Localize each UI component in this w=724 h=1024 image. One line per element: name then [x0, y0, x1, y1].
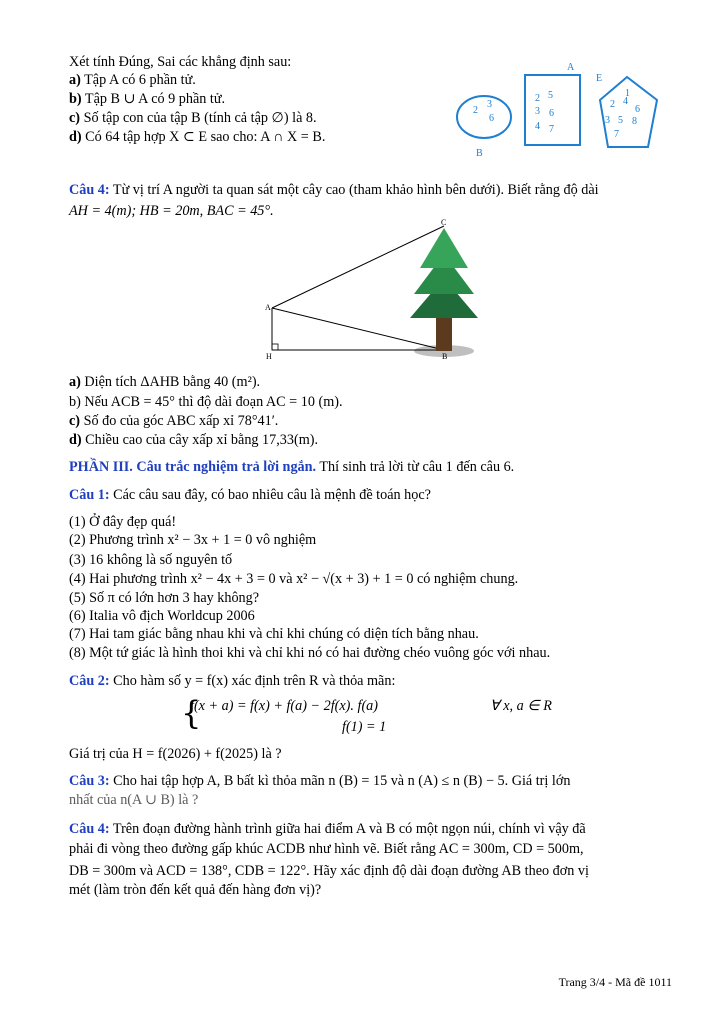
set-e-element: 2 — [610, 99, 615, 110]
c3-line2: nhất của n(A ∪ B) là ? — [69, 792, 199, 808]
label-set-b: B — [476, 148, 483, 159]
list-item: (1) Ở đây đẹp quá! — [69, 514, 177, 530]
question-text: Cho hàm số y = f(x) xác định trên R và thỏa mãn: — [113, 673, 396, 689]
c2-ask: Giá trị của H = f(2026) + f(2025) là ? — [69, 746, 282, 762]
list-item: (8) Một tứ giác là hình thoi khi và chỉ khi nó có hai đường chéo vuông góc với nhau. — [69, 645, 551, 661]
list-item: (7) Hai tam giác bằng nhau khi và chỉ khi chúng có diện tích bằng nhau. — [69, 626, 479, 642]
question-text: Các câu sau đây, có bao nhiêu câu là mệnh đề toán học? — [113, 487, 431, 503]
question-text: Từ vị trí A người ta quan sát một cây cao (tham khảo hình bên dưới). Biết rằng độ dài — [112, 182, 599, 198]
set-e-element: 5 — [618, 115, 623, 126]
set-b-element: 3 — [487, 99, 492, 110]
set-e-element: 8 — [632, 116, 637, 127]
c4-line1 — [69, 820, 586, 838]
point-b-label: B — [442, 352, 448, 361]
set-a-element: 7 — [549, 124, 554, 135]
set-a-element: 3 — [535, 106, 540, 117]
set-e-element: 4 — [623, 96, 628, 107]
item-text: Số tập con của tập B (tính cả tập ∅) là 8. — [83, 110, 317, 126]
question-label: Câu 4: — [69, 821, 110, 837]
item-text: Có 64 tập hợp X ⊂ E sao cho: A ∩ X = B. — [85, 129, 326, 145]
set-b-element: 2 — [473, 105, 478, 116]
set-e-element: 1 — [625, 88, 630, 99]
question-text: Cho hai tập hợp A, B bất kì thỏa mãn n (B) = 15 và n (A) ≤ n (B) − 5. Giá trị lớn — [113, 773, 571, 789]
label-set-e: E — [596, 73, 603, 84]
item-label: c) — [69, 110, 81, 126]
list-item: (4) Hai phương trình x² − 4x + 3 = 0 và x² − √(x + 3) + 1 = 0 có nghiệm chung. — [69, 571, 519, 587]
label-set-a: A — [567, 62, 575, 73]
equation-condition: ∀ x, a ∈ R — [490, 698, 552, 714]
item-label: a) — [69, 72, 81, 88]
item-label: d) — [69, 129, 82, 145]
set-a-element: 2 — [535, 93, 540, 104]
q4-item-c — [69, 412, 278, 430]
item-label: b) — [69, 91, 82, 107]
item-label: a) — [69, 374, 81, 390]
point-a-label: A — [265, 303, 271, 312]
question-text: Trên đoạn đường hành trình giữa hai điểm A và B có một ngọn núi, chính vì vậy đã — [112, 821, 586, 837]
q4-line1 — [69, 181, 599, 199]
item-text: Diện tích ΔAHB bằng 40 (m²). — [84, 374, 261, 390]
c3-line1 — [69, 772, 570, 790]
item-text: Chiều cao của cây xấp xỉ bằng 17,33(m). — [85, 432, 319, 448]
list-item: (5) Số π có lớn hơn 3 hay không? — [69, 590, 260, 606]
q4-line2: AH = 4(m); HB = 20m, BAC = 45°. — [69, 203, 274, 219]
item-text: Tập B ∪ A có 9 phần tử. — [84, 91, 226, 107]
c4-line3: DB = 300m và ACD = 138°, CDB = 122°. Hãy xác định độ dài đoạn đường AB theo đơn vị — [69, 863, 589, 879]
set-e-element: 6 — [635, 104, 640, 115]
part3-heading — [69, 458, 514, 476]
system-brace: { — [181, 694, 202, 732]
q4-item-a — [69, 373, 260, 391]
question-label: Câu 2: — [69, 673, 110, 689]
equation-1: f(x + a) = f(x) + f(a) − 2f(x). f(a) — [190, 698, 378, 714]
point-c-label: C — [441, 218, 447, 227]
tree-figure — [262, 216, 482, 364]
part3-title: PHẦN III. Câu trắc nghiệm trả lời ngắn. — [69, 459, 317, 475]
set-e-element: 7 — [614, 129, 619, 140]
q4-item-d — [69, 431, 318, 449]
tree-trunk — [436, 316, 452, 351]
set-a-element: 6 — [549, 108, 554, 119]
set-b-element: 6 — [489, 113, 494, 124]
set-a-element: 4 — [535, 121, 540, 132]
question-label: Câu 3: — [69, 773, 110, 789]
c2-question — [69, 672, 395, 690]
intro-heading: Xét tính Đúng, Sai các khẳng định sau: — [69, 54, 292, 70]
page-footer: Trang 3/4 - Mã đề 1011 — [558, 975, 672, 989]
set-a-element: 5 — [548, 90, 553, 101]
item-label: d) — [69, 432, 82, 448]
question-label: Câu 1: — [69, 487, 110, 503]
c1-question — [69, 486, 431, 504]
intro-item-d — [69, 128, 325, 146]
c4-line2: phải đi vòng theo đường gấp khúc ACDB như hình vẽ. Biết rằng AC = 300m, CD = 500m, — [69, 841, 584, 857]
q4-item-b — [69, 393, 343, 411]
item-text: Số đo của góc ABC xấp xỉ 78°41′. — [83, 413, 279, 429]
set-e-element: 3 — [605, 115, 610, 126]
question-label: Câu 4: — [69, 182, 110, 198]
segment-ac — [272, 226, 444, 308]
item-text: Tập A có 6 phần tử. — [84, 72, 196, 88]
list-item: (6) Italia vô địch Worldcup 2006 — [69, 608, 255, 624]
list-item: (2) Phương trình x² − 3x + 1 = 0 vô nghiệm — [69, 532, 317, 548]
intro-item-c — [69, 109, 317, 127]
equation-2: f(1) = 1 — [342, 719, 387, 735]
part3-instructions: Thí sinh trả lời từ câu 1 đến câu 6. — [319, 459, 515, 475]
intro-item-a — [69, 71, 196, 89]
point-h-label: H — [266, 352, 272, 361]
intro-item-b — [69, 90, 225, 108]
set-diagram — [455, 55, 670, 160]
set-b-shape — [457, 96, 511, 138]
list-item: (3) 16 không là số nguyên tố — [69, 552, 233, 568]
item-label: b) — [69, 394, 81, 410]
item-text: Nếu ACB = 45° thì độ dài đoạn AC = 10 (m). — [84, 394, 343, 410]
c4-line4: mét (làm tròn đến kết quả đến hàng đơn vị)? — [69, 882, 322, 898]
item-label: c) — [69, 413, 81, 429]
right-angle-mark — [272, 344, 278, 350]
